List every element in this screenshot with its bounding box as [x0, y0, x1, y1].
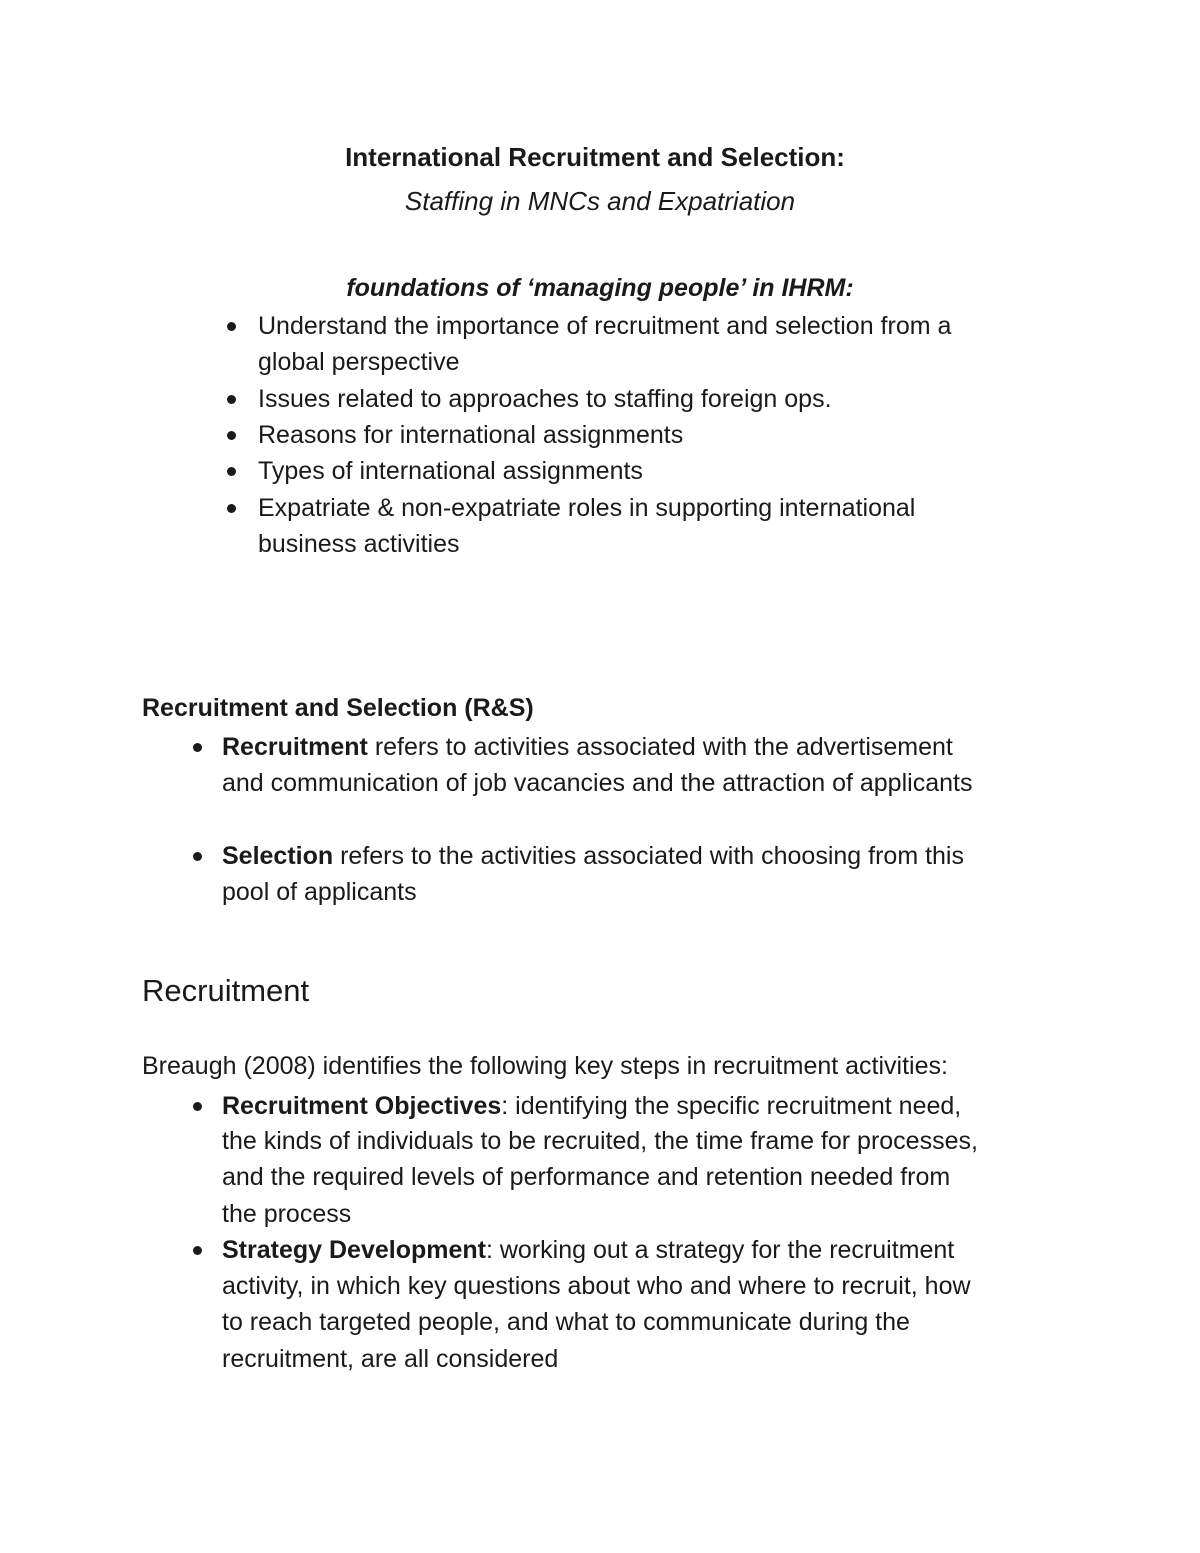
focus-item-2: Issues related to approaches to staffing foreign ops.: [258, 385, 832, 413]
bullet-icon: [227, 431, 236, 440]
rs-item-selection-line2: pool of applicants: [222, 878, 417, 906]
bullet-icon: [227, 395, 236, 404]
bullet-icon: [227, 467, 236, 476]
document-subtitle: Staffing in MNCs and Expatriation: [404, 186, 796, 216]
rs-item-selection-line1: Selection refers to the activities associated with choosing from this: [222, 842, 964, 870]
rs-term-recruitment: Recruitment: [222, 733, 368, 761]
step-objectives-line3: and the required levels of performance and retention needed from: [222, 1163, 951, 1191]
step-term-objectives: Recruitment Objectives: [222, 1092, 502, 1120]
rs-heading: Recruitment and Selection (R&S): [142, 694, 534, 722]
step-strategy-line3: to reach targeted people, and what to communicate during the: [222, 1308, 910, 1336]
bullet-icon: [227, 504, 236, 513]
focus-heading: foundations of ‘managing people’ in IHRM:: [346, 274, 854, 302]
focus-item-5-line2: business activities: [258, 530, 460, 558]
document-title: International Recruitment and Selection:: [345, 142, 845, 172]
step-objectives-line2: the kinds of individuals to be recruited, the time frame for processes,: [222, 1127, 978, 1155]
bullet-icon: [193, 743, 202, 752]
focus-item-1-line2: global perspective: [258, 348, 460, 376]
recruitment-heading: Recruitment: [142, 973, 310, 1008]
rs-item-recruitment-line1: Recruitment refers to activities associated with the advertisement: [222, 733, 953, 761]
focus-item-4: Types of international assignments: [258, 457, 643, 485]
rs-term-selection: Selection: [222, 842, 334, 870]
focus-item-3: Reasons for international assignments: [258, 421, 684, 449]
focus-item-5-line1: Expatriate & non-expatriate roles in supporting international: [258, 494, 916, 522]
bullet-icon: [193, 1246, 202, 1255]
step-objectives-line1: Recruitment Objectives: identifying the specific recruitment need,: [222, 1092, 962, 1120]
rs-item-recruitment-line2: and communication of job vacancies and the attraction of applicants: [222, 769, 973, 797]
step-strategy-line2: activity, in which key questions about who and where to recruit, how: [222, 1272, 971, 1300]
bullet-icon: [227, 322, 236, 331]
bullet-icon: [193, 1102, 202, 1111]
recruitment-intro: Breaugh (2008) identifies the following key steps in recruitment activities:: [142, 1052, 948, 1080]
step-strategy-line1: Strategy Development: working out a strategy for the recruitment: [222, 1236, 955, 1264]
bullet-icon: [193, 852, 202, 861]
step-objectives-line4: the process: [222, 1200, 352, 1228]
step-term-strategy: Strategy Development: [222, 1236, 486, 1264]
step-strategy-line4: recruitment, are all considered: [222, 1345, 559, 1373]
focus-item-1-line1: Understand the importance of recruitment and selection from a: [258, 312, 952, 340]
